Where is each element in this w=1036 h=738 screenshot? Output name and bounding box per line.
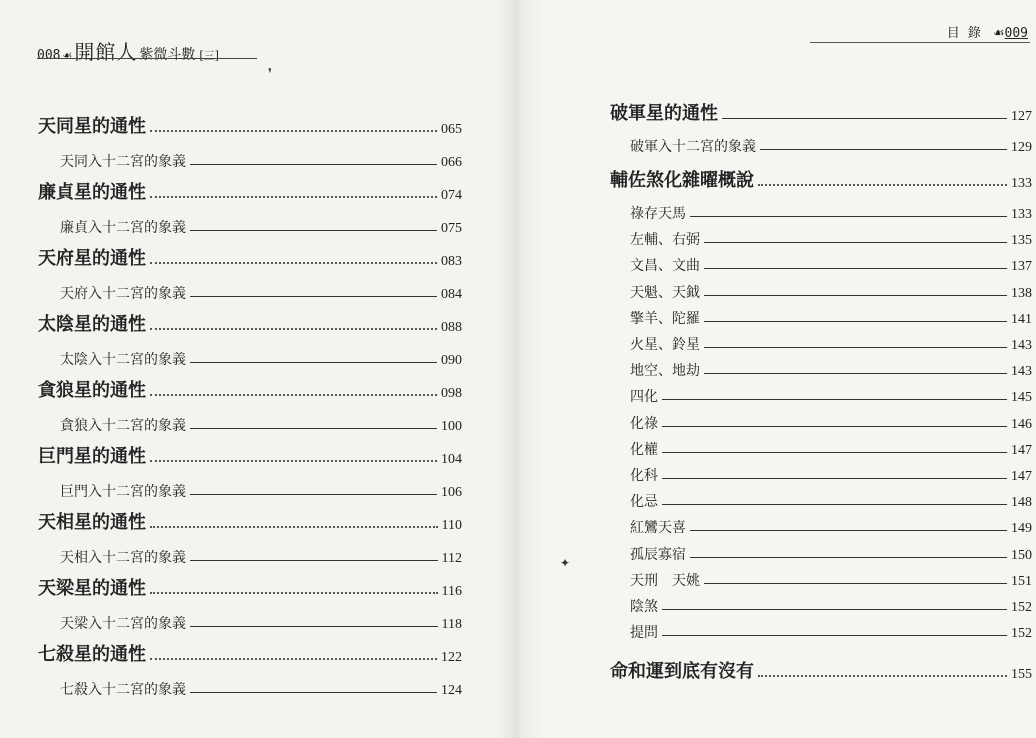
- toc-section-entry: [60, 211, 462, 237]
- toc-entry-title: 紅鸞天喜: [630, 519, 686, 536]
- toc-chapter-entry: [610, 657, 1032, 683]
- toc-entry-title: 天相星的通性: [38, 512, 146, 533]
- toc-leader: [704, 321, 1007, 322]
- toc-section-entry: [60, 145, 462, 171]
- toc-entry-title: 輔佐煞化雜曜概說: [610, 170, 754, 191]
- toc-entry-page: 146: [1011, 416, 1032, 432]
- toc-chapter-entry: [38, 112, 462, 138]
- toc-entry-title: 天府入十二宮的象義: [60, 285, 186, 301]
- toc-section-entry: [60, 409, 462, 435]
- toc-entry-page: 152: [1011, 600, 1032, 615]
- toc-entry-page: 112: [441, 551, 462, 566]
- toc-section-entry: [630, 511, 1032, 537]
- toc-leader: [150, 196, 437, 198]
- toc-entry-title: 貪狼星的通性: [38, 380, 146, 401]
- toc-entry-title: 太陰星的通性: [38, 314, 146, 335]
- toc-entry-title: 七殺入十二宮的象義: [60, 681, 186, 697]
- toc-entry-page: 151: [1011, 573, 1032, 589]
- toc-section-entry: [630, 249, 1032, 275]
- toc-entry-page: 088: [441, 320, 462, 335]
- toc-entry-page: 138: [1011, 285, 1032, 301]
- toc-leader: [190, 362, 437, 363]
- toc-section-entry: [630, 328, 1032, 354]
- toc-entry-page: 145: [1011, 390, 1032, 406]
- toc-entry-page: 065: [441, 122, 462, 137]
- toc-section-entry: [630, 616, 1032, 642]
- toc-entry-page: 106: [441, 485, 462, 500]
- toc-leader: [190, 230, 437, 231]
- toc-leader: [690, 216, 1007, 217]
- toc-entry-page: 137: [1011, 259, 1032, 275]
- toc-entry-title: 太陰入十二宮的象義: [60, 351, 186, 367]
- toc-section-entry: [60, 475, 462, 501]
- toc-entry-page: 075: [441, 221, 462, 236]
- toc-entry-title: 擎羊、陀羅: [630, 309, 700, 326]
- book-gutter: [496, 0, 544, 738]
- toc-leader: [150, 130, 437, 132]
- toc-chapter-entry: [38, 178, 462, 204]
- toc-entry-title: 陰煞: [630, 598, 658, 614]
- toc-chapter-entry: [38, 508, 462, 534]
- toc-entry-page: 116: [441, 584, 462, 599]
- toc-leader: [150, 592, 438, 594]
- toc-entry-page: 133: [1011, 176, 1032, 191]
- toc-entry-page: 147: [1011, 442, 1032, 458]
- toc-entry-page: 129: [1011, 140, 1032, 155]
- toc-entry-page: 098: [441, 386, 462, 401]
- toc-entry-page: 074: [441, 188, 462, 203]
- toc-entry-page: 133: [1011, 207, 1032, 222]
- toc-leader: [704, 268, 1007, 269]
- toc-entry-title: 天刑 天姚: [630, 571, 700, 588]
- toc-entry-title: 命和運到底有沒有: [610, 661, 754, 682]
- toc-section-entry: [630, 197, 1032, 223]
- toc-entry-title: 破軍入十二宮的象義: [630, 138, 756, 154]
- toc-leader: [704, 583, 1007, 584]
- toc-section-entry: [630, 407, 1032, 433]
- toc-entry-title: 提問: [630, 624, 658, 641]
- toc-leader: [190, 164, 437, 165]
- toc-entry-title: 火星、鈴星: [630, 336, 700, 352]
- volume-label: [三]: [199, 49, 219, 62]
- toc-entry-page: 135: [1011, 233, 1032, 249]
- toc-chapter-entry: [38, 442, 462, 468]
- toc-leader: [760, 149, 1007, 150]
- toc-entry-title: 天梁入十二宮的象義: [60, 615, 186, 631]
- toc-section-entry: [630, 302, 1032, 328]
- toc-leader: [662, 452, 1007, 453]
- left-running-header: [37, 36, 219, 64]
- toc-section-entry: [630, 590, 1032, 616]
- toc-leader: [704, 347, 1007, 348]
- toc-leader: [150, 262, 437, 264]
- toc-entry-title: 天相入十二宮的象義: [60, 549, 186, 565]
- toc-entry-page: 084: [441, 287, 462, 302]
- toc-entry-title: 巨門入十二宮的象義: [60, 483, 186, 499]
- right-page: [520, 0, 1036, 738]
- toc-section-entry: [630, 538, 1032, 564]
- toc-chapter-entry: [38, 310, 462, 336]
- toc-entry-title: 化科: [630, 467, 658, 483]
- toc-entry-title: 廉貞入十二宮的象義: [60, 219, 186, 235]
- toc-section-entry: [630, 223, 1032, 249]
- toc-section-entry: [630, 564, 1032, 590]
- toc-entry-title: 化權: [630, 440, 658, 457]
- toc-entry-page: 148: [1011, 495, 1032, 511]
- header-rule: [810, 42, 1030, 43]
- toc-entry-page: 127: [1011, 109, 1032, 124]
- toc-entry-page: 083: [441, 254, 462, 269]
- toc-leader: [662, 635, 1007, 636]
- toc-entry-page: 118: [441, 617, 462, 632]
- toc-leader: [150, 328, 437, 330]
- toc-entry-title: 祿存天馬: [630, 205, 686, 221]
- header-rule: [37, 58, 257, 59]
- toc-entry-title: 化祿: [630, 414, 658, 431]
- toc-entry-title: 天同星的通性: [38, 116, 146, 137]
- toc-leader: [190, 560, 438, 561]
- toc-entry-title: 七殺星的通性: [38, 644, 146, 665]
- toc-entry-title: 廉貞星的通性: [38, 182, 146, 203]
- toc-entry-title: 破軍星的通性: [610, 103, 718, 124]
- left-page-number: 008: [37, 48, 61, 63]
- toc-leader: [704, 242, 1007, 243]
- toc-section-entry: [630, 485, 1032, 511]
- toc-section-entry: [60, 277, 462, 303]
- toc-section-entry: [630, 276, 1032, 302]
- toc-section-entry: [630, 130, 1032, 156]
- toc-leader: [662, 478, 1007, 479]
- toc-leader: [190, 296, 437, 297]
- toc-entry-title: 巨門星的通性: [38, 446, 146, 467]
- right-running-header: [947, 22, 1028, 41]
- toc-section-entry: [60, 541, 462, 567]
- toc-leader: [662, 504, 1007, 505]
- toc-leader: [150, 526, 438, 528]
- toc-entry-title: 天同入十二宮的象義: [60, 153, 186, 169]
- toc-entry-title: 化忌: [630, 493, 658, 510]
- toc-leader: [758, 184, 1007, 186]
- toc-entry-page: 143: [1011, 338, 1032, 353]
- toc-chapter-entry: [610, 99, 1032, 125]
- toc-leader: [662, 609, 1007, 610]
- toc-leader: [704, 373, 1007, 374]
- toc-leader: [722, 118, 1007, 119]
- toc-entry-title: 天魁、天鉞: [630, 283, 700, 300]
- toc-entry-title: 文昌、文曲: [630, 257, 700, 274]
- toc-entry-title: 四化: [630, 388, 658, 405]
- toc-leader: [190, 428, 437, 429]
- toc-section-entry: [630, 380, 1032, 406]
- toc-entry-title: 天梁星的通性: [38, 578, 146, 599]
- toc-chapter-entry: [610, 166, 1032, 192]
- toc-entry-page: 124: [441, 683, 462, 698]
- toc-entry-page: 090: [441, 353, 462, 368]
- toc-entry-page: 152: [1011, 626, 1032, 642]
- brand-logo: 開館人: [74, 40, 138, 64]
- toc-entry-title: 孤辰寡宿: [630, 545, 686, 562]
- toc-entry-page: 141: [1011, 311, 1032, 327]
- toc-entry-page: 100: [441, 419, 462, 434]
- toc-entry-page: 122: [441, 650, 462, 665]
- toc-leader: [704, 295, 1007, 296]
- toc-chapter-entry: [38, 244, 462, 270]
- toc-section-entry: [60, 607, 462, 633]
- toc-leader: [662, 426, 1007, 427]
- toc-chapter-entry: [38, 376, 462, 402]
- toc-entry-page: 110: [441, 518, 462, 533]
- ornament-icon: ☙: [992, 26, 1005, 41]
- toc-entry-page: 150: [1011, 547, 1032, 563]
- toc-chapter-entry: [38, 574, 462, 600]
- section-title: 目 錄: [946, 26, 983, 41]
- toc-entry-title: 貪狼入十二宮的象義: [60, 417, 186, 433]
- toc-leader: [190, 626, 438, 627]
- toc-leader: [150, 658, 437, 660]
- toc-entry-page: 149: [1011, 521, 1032, 537]
- toc-entry-page: 147: [1011, 469, 1032, 484]
- toc-leader: [150, 394, 437, 396]
- toc-leader: [690, 557, 1007, 558]
- toc-leader: [758, 675, 1007, 677]
- toc-leader: [190, 494, 437, 495]
- toc-leader: [662, 399, 1007, 400]
- toc-section-entry: [630, 354, 1032, 380]
- toc-entry-title: 天府星的通性: [38, 248, 146, 269]
- toc-leader: [150, 460, 437, 462]
- toc-section-entry: [630, 433, 1032, 459]
- toc-chapter-entry: [38, 640, 462, 666]
- toc-leader: [190, 692, 437, 693]
- toc-entry-page: 066: [441, 155, 462, 170]
- series-title: 紫微斗數: [139, 47, 196, 63]
- toc-entry-title: 左輔、右弼: [630, 231, 700, 248]
- toc-section-entry: [630, 459, 1032, 485]
- ornament-icon: ☙: [62, 49, 73, 62]
- toc-entry-page: 155: [1011, 667, 1032, 682]
- toc-section-entry: [60, 343, 462, 369]
- toc-leader: [690, 530, 1007, 531]
- toc-section-entry: [60, 673, 462, 699]
- toc-entry-page: 143: [1011, 364, 1032, 380]
- right-page-number: 009: [1004, 26, 1028, 41]
- print-speck: ❜: [268, 66, 272, 80]
- toc-entry-page: 104: [441, 452, 462, 467]
- toc-entry-title: 地空、地劫: [630, 362, 700, 379]
- print-speck: ✦: [560, 556, 571, 570]
